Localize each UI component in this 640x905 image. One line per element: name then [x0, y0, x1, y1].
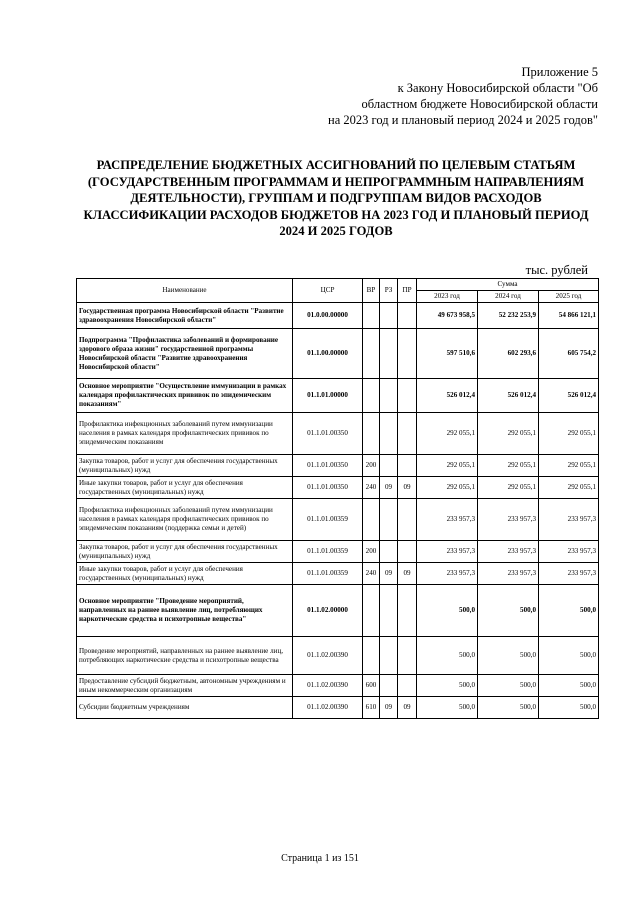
row-sum-2023: 292 055,1 [417, 413, 478, 455]
table-row [77, 329, 599, 379]
row-rz [380, 585, 398, 637]
row-vr: 600 [363, 675, 380, 697]
row-sum-2025: 292 055,1 [539, 477, 599, 499]
row-csr: 01.1.01.00359 [293, 499, 363, 541]
row-sum-2024: 602 293,6 [478, 329, 539, 379]
row-csr: 01.1.01.00359 [293, 563, 363, 585]
row-pr [398, 637, 417, 675]
row-name: Профилактика инфекционных заболеваний путем иммунизации населения в рамках календаря профилактических прививок по эпидемическим показаниям (поддержка семьи и детей) [77, 499, 293, 541]
document-title: РАСПРЕДЕЛЕНИЕ БЮДЖЕТНЫХ АССИГНОВАНИЙ ПО ЦЕЛЕВЫМ СТАТЬЯМ (ГОСУДАРСТВЕННЫМ ПРОГРАММАМ И НЕПРОГРАММНЫМ НАПРАВЛЕНИЯМ ДЕЯТЕЛЬНОСТИ), ГРУППАМ И ПОДГРУППАМ ВИДОВ РАСХОДОВ КЛАССИФИКАЦИИ РАСХОДОВ БЮДЖЕТОВ НА 2023 ГОД И ПЛАНОВЫЙ ПЕРИОД 2024 И 2025 ГОДОВ [83, 158, 589, 238]
appendix-line: на 2023 год и плановый период 2024 и 2025 годов" [328, 113, 598, 127]
row-sum-2023: 233 957,3 [417, 563, 478, 585]
row-csr: 01.1.01.00350 [293, 455, 363, 477]
row-csr: 01.1.02.00390 [293, 697, 363, 719]
row-pr [398, 499, 417, 541]
row-name: Государственная программа Новосибирской области "Развитие здравоохранения Новосибирской области" [77, 303, 293, 329]
page-number: Страница 1 из 151 [281, 853, 359, 864]
row-vr: 240 [363, 477, 380, 499]
row-sum-2023: 233 957,3 [417, 541, 478, 563]
header-sum: Сумма [417, 279, 599, 291]
appendix-line: областном бюджете Новосибирской области [361, 97, 598, 111]
row-rz [380, 455, 398, 477]
header-name: Наименование [77, 279, 293, 303]
table-row [77, 303, 599, 329]
row-csr: 01.1.01.00000 [293, 379, 363, 413]
table-row [77, 637, 599, 675]
row-vr: 200 [363, 541, 380, 563]
row-sum-2023: 500,0 [417, 637, 478, 675]
row-vr: 610 [363, 697, 380, 719]
row-name: Основное мероприятие "Осуществление иммунизации в рамках календаря профилактических прививок по эпидемическим показаниям" [77, 379, 293, 413]
row-csr: 01.1.02.00390 [293, 675, 363, 697]
table-row [77, 379, 599, 413]
row-pr: 09 [398, 697, 417, 719]
row-vr [363, 329, 380, 379]
row-sum-2025: 292 055,1 [539, 455, 599, 477]
row-rz [380, 303, 398, 329]
row-rz: 09 [380, 477, 398, 499]
row-name: Закупка товаров, работ и услуг для обеспечения государственных (муниципальных) нужд [77, 541, 293, 563]
header-vr: ВР [363, 279, 380, 303]
row-sum-2025: 500,0 [539, 637, 599, 675]
row-vr [363, 585, 380, 637]
row-name: Основное мероприятие "Проведение мероприятий, направленных на раннее выявление лиц, потребляющих наркотические средства и психотропные вещества" [77, 585, 293, 637]
row-name: Проведение мероприятий, направленных на раннее выявление лиц, потребляющих наркотические средства и психотропные вещества [77, 637, 293, 675]
row-sum-2024: 292 055,1 [478, 477, 539, 499]
header-year-2025: 2025 год [539, 291, 599, 303]
row-sum-2023: 49 673 958,5 [417, 303, 478, 329]
row-pr: 09 [398, 563, 417, 585]
row-sum-2024: 500,0 [478, 585, 539, 637]
unit-label: тыс. рублей [525, 263, 588, 277]
table-row [77, 455, 599, 477]
header-year-2023: 2023 год [417, 291, 478, 303]
row-rz [380, 637, 398, 675]
row-sum-2025: 605 754,2 [539, 329, 599, 379]
table-row [77, 697, 599, 719]
row-csr: 01.1.02.00000 [293, 585, 363, 637]
row-rz [380, 413, 398, 455]
row-sum-2024: 500,0 [478, 675, 539, 697]
row-sum-2024: 526 012,4 [478, 379, 539, 413]
row-sum-2024: 292 055,1 [478, 413, 539, 455]
row-sum-2023: 597 510,6 [417, 329, 478, 379]
row-vr [363, 303, 380, 329]
row-rz: 09 [380, 563, 398, 585]
row-name: Закупка товаров, работ и услуг для обеспечения государственных (муниципальных) нужд [77, 455, 293, 477]
row-name: Профилактика инфекционных заболеваний путем иммунизации населения в рамках календаря профилактических прививок по эпидемическим показаниям [77, 413, 293, 455]
row-name: Иные закупки товаров, работ и услуг для обеспечения государственных (муниципальных) нужд [77, 477, 293, 499]
row-sum-2025: 526 012,4 [539, 379, 599, 413]
row-pr [398, 675, 417, 697]
row-sum-2023: 500,0 [417, 675, 478, 697]
row-sum-2023: 500,0 [417, 585, 478, 637]
row-pr [398, 329, 417, 379]
row-rz [380, 329, 398, 379]
row-sum-2024: 233 957,3 [478, 541, 539, 563]
row-rz: 09 [380, 697, 398, 719]
row-csr: 01.1.01.00359 [293, 541, 363, 563]
table-row [77, 675, 599, 697]
table-row [77, 499, 599, 541]
row-sum-2025: 500,0 [539, 697, 599, 719]
row-sum-2024: 292 055,1 [478, 455, 539, 477]
appendix-line: Приложение 5 [521, 65, 598, 79]
row-rz [380, 541, 398, 563]
row-sum-2023: 526 012,4 [417, 379, 478, 413]
row-vr [363, 413, 380, 455]
header-year-2024: 2024 год [478, 291, 539, 303]
appendix-line: к Закону Новосибирской области "Об [397, 81, 598, 95]
row-sum-2025: 233 957,3 [539, 541, 599, 563]
row-csr: 01.1.02.00390 [293, 637, 363, 675]
row-vr: 240 [363, 563, 380, 585]
row-name: Предоставление субсидий бюджетным, автономным учреждениям и иным некоммерческим организациям [77, 675, 293, 697]
row-sum-2025: 233 957,3 [539, 563, 599, 585]
table-row [77, 413, 599, 455]
budget-table [76, 278, 599, 719]
row-vr [363, 637, 380, 675]
row-pr [398, 455, 417, 477]
header-pr: ПР [398, 279, 417, 303]
row-sum-2023: 500,0 [417, 697, 478, 719]
row-pr [398, 379, 417, 413]
row-sum-2023: 233 957,3 [417, 499, 478, 541]
row-pr [398, 541, 417, 563]
row-name: Субсидии бюджетным учреждениям [77, 697, 293, 719]
row-sum-2024: 500,0 [478, 697, 539, 719]
row-rz [380, 675, 398, 697]
row-rz [380, 379, 398, 413]
row-sum-2025: 500,0 [539, 675, 599, 697]
header-rz: РЗ [380, 279, 398, 303]
table-row [77, 477, 599, 499]
row-pr [398, 585, 417, 637]
row-vr [363, 499, 380, 541]
row-sum-2023: 292 055,1 [417, 477, 478, 499]
row-sum-2024: 233 957,3 [478, 499, 539, 541]
row-vr: 200 [363, 455, 380, 477]
header-csr: ЦСР [293, 279, 363, 303]
row-sum-2025: 233 957,3 [539, 499, 599, 541]
appendix-block [298, 64, 598, 128]
row-rz [380, 499, 398, 541]
row-vr [363, 379, 380, 413]
row-sum-2025: 500,0 [539, 585, 599, 637]
row-name: Подпрограмма "Профилактика заболеваний и формирование здорового образа жизни" государственной программы Новосибирской области "Развитие здравоохранения Новосибирской области" [77, 329, 293, 379]
row-pr [398, 413, 417, 455]
row-sum-2025: 292 055,1 [539, 413, 599, 455]
table-row [77, 563, 599, 585]
row-pr [398, 303, 417, 329]
row-sum-2025: 54 866 121,1 [539, 303, 599, 329]
table-row [77, 585, 599, 637]
row-sum-2024: 233 957,3 [478, 563, 539, 585]
row-sum-2024: 52 232 253,9 [478, 303, 539, 329]
row-csr: 01.1.01.00350 [293, 413, 363, 455]
row-pr: 09 [398, 477, 417, 499]
row-sum-2024: 500,0 [478, 637, 539, 675]
row-csr: 01.1.00.00000 [293, 329, 363, 379]
row-sum-2023: 292 055,1 [417, 455, 478, 477]
row-csr: 01.0.00.00000 [293, 303, 363, 329]
row-csr: 01.1.01.00350 [293, 477, 363, 499]
table-row [77, 541, 599, 563]
row-name: Иные закупки товаров, работ и услуг для обеспечения государственных (муниципальных) нужд [77, 563, 293, 585]
